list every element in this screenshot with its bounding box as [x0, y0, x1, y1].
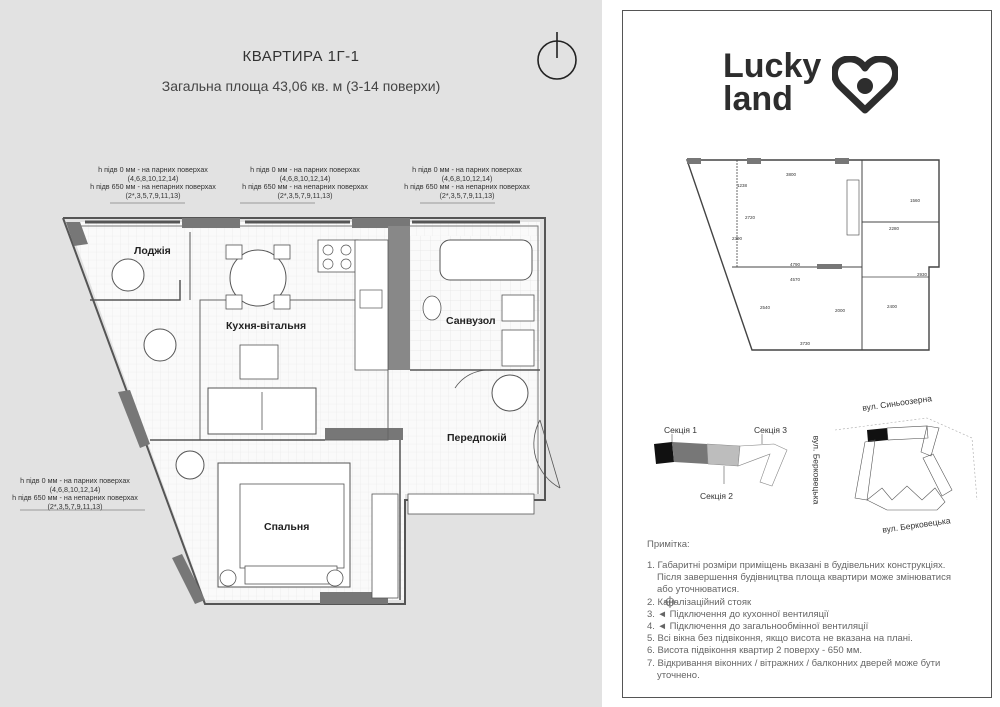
room-bathroom: Санвузол [446, 315, 496, 327]
street-north-label: вул. Синьоозерна [861, 393, 933, 413]
site-plan [827, 410, 987, 525]
note-item: або уточнюватися. [657, 584, 740, 596]
apartment-area: Загальна площа 43,06 кв. м (3-14 поверхи) [161, 78, 441, 94]
note-item: 7. Відкривання віконних / вітражних / балконних дверей може бути [647, 657, 941, 669]
dim-2540: 2540 [760, 305, 771, 310]
dim-2280: 2280 [889, 226, 900, 231]
sill-note-4: h підв 0 мм - на парних поверхах (4,6,8,10,12,14) h підв 650 мм - на непарних поверхах (2*,3,5,7,9,11,13) [12, 476, 138, 511]
note-item: 5. Всі вікна без підвіконня, якщо висота не вказана на плані. [647, 633, 913, 645]
dim-2720: 2720 [745, 215, 756, 220]
section-2-label: Секція 2 [700, 491, 734, 501]
room-loggia: Лоджія [134, 245, 171, 257]
dim-2390: 2390 [732, 236, 743, 241]
note-item: 1. Габаритні розміри приміщень вказані в будівельних конструкціях. [647, 560, 946, 571]
sill-note-2: h підв 0 мм - на парних поверхах (4,6,8,10,12,14) h підв 650 мм - на непарних поверхах (2*,3,5,7,9,11,13) [242, 165, 368, 200]
logo-text-lucky: Lucky [723, 47, 822, 85]
notes-list [647, 560, 987, 682]
info-panel [602, 0, 1000, 707]
notes-title: Примітка: [647, 539, 690, 550]
dim-2930: 2930 [917, 272, 928, 277]
street-south-label: вул. Берковецька [881, 515, 952, 535]
dim-3730: 3730 [800, 341, 811, 346]
sewer-riser-icon [664, 596, 676, 608]
sill-note-1: h підв 0 мм - на парних поверхах (4,6,8,10,12,14) h підв 650 мм - на непарних поверхах (2*,3,5,7,9,11,13) [90, 165, 216, 200]
apartment-title: КВАРТИРА 1Г-1 [242, 48, 360, 65]
room-kitchen-living: Кухня-вітальня [226, 320, 307, 332]
section-1-label: Секція 1 [664, 425, 698, 435]
note-item: Після завершення будівництва площа квартири може змінюватися [657, 572, 951, 584]
dim-2400: 2400 [887, 304, 898, 309]
note-item: 2. Каналізаційний стояк [647, 596, 752, 608]
dim-4790: 4790 [790, 262, 801, 267]
sill-note-3: h підв 0 мм - на парних поверхах (4,6,8,10,12,14) h підв 650 мм - на непарних поверхах (2*,3,5,7,9,11,13) [404, 165, 530, 200]
room-bedroom: Спальня [264, 521, 310, 533]
section-3-label: Секція 3 [754, 425, 788, 435]
street-west-label: вул. Берковецька [811, 435, 822, 505]
note-item: 3. ◄ Підключення до кухонної вентиляції [647, 608, 829, 620]
dim-3800: 3800 [786, 172, 797, 177]
heart-logo-icon [832, 56, 898, 114]
dim-1238: 1238 [737, 183, 748, 188]
note-item: уточнено. [657, 669, 700, 681]
mini-floorplan [677, 152, 957, 362]
room-hall: Передпокій [447, 432, 507, 444]
note-item: 4. ◄ Підключення до загальнообмінної вентиляції [647, 621, 869, 633]
note-item: 6. Висота підвіконня квартир 2 поверху - 650 мм. [647, 645, 863, 657]
dim-1560: 1560 [910, 198, 921, 203]
dim-4570: 4570 [790, 277, 801, 282]
logo-text-land: land [723, 80, 793, 118]
dim-2000: 2000 [835, 308, 846, 313]
sections-diagram [652, 430, 797, 490]
